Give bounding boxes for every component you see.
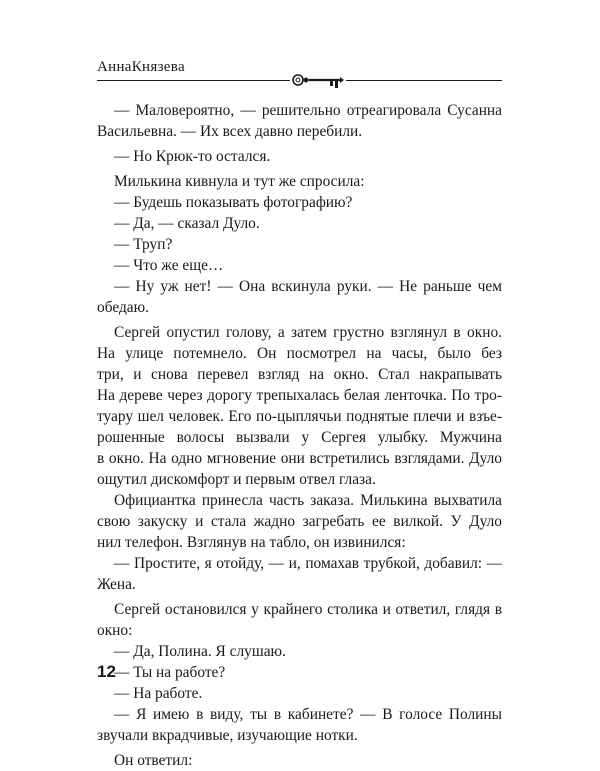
text-line: — Но Крюк-то остался. xyxy=(114,148,271,165)
text-line: рошенные волосы вызвали у Сергея улыбку. Мужчина xyxy=(97,429,502,446)
running-head-author: АннаКнязева xyxy=(97,59,185,75)
text-line: Милькина кивнула и тут же спросила: xyxy=(114,173,365,190)
text-line: — Да, — сказал Дуло. xyxy=(114,215,260,232)
text-line: окно: xyxy=(97,622,133,639)
text-line: — На работе. xyxy=(114,685,203,702)
text-line: Сергей остановился у крайнего столика и ответил, глядя в xyxy=(114,601,502,618)
text-line: Он ответил: xyxy=(114,752,193,769)
text-line: — Будешь показывать фотографию? xyxy=(114,194,353,211)
text-line: — Маловероятно, — решительно отреагировала Сусанна xyxy=(114,102,502,119)
page-number: 12 xyxy=(97,662,116,681)
text-line: — Я имею в виду, ты в кабинете? — В голосе Полины xyxy=(114,706,502,723)
body-text xyxy=(97,100,502,771)
text-line: Сергей опустил голову, а затем грустно взглянул в окно. xyxy=(114,324,502,341)
text-line: — Ты на работе? xyxy=(114,664,226,681)
text-line: ощутил дискомфорт и первым отвел глаза. xyxy=(97,471,376,488)
text-line: звучали вкрадчивые, изучающие нотки. xyxy=(97,727,358,744)
text-line: Васильевна. — Их всех давно перебили. xyxy=(97,123,363,140)
text-line: — Простите, я отойду, — и, помахав трубкой, добавил: — xyxy=(114,555,502,572)
text-line: Официантка принесла часть заказа. Милькина выхватила xyxy=(114,492,502,509)
text-line: свою закуску и стала жадно загребать ее вилкой. У Дуло xyxy=(97,513,502,530)
text-line: — Ну уж нет! — Она вскинула руки. — Не раньше чем xyxy=(114,278,502,295)
key-ornament-icon xyxy=(290,68,346,92)
text-line: нил телефон. Взглянув на табло, он извинился: xyxy=(97,534,406,551)
text-line: На дереве через дорогу трепыхалась белая ленточка. По тро- xyxy=(97,387,502,404)
text-line: в окно. На одно мгновение они встретились взглядами. Дуло xyxy=(97,450,502,467)
text-line: Жена. xyxy=(97,576,136,593)
text-line: — Да, Полина. Я слушаю. xyxy=(114,643,286,660)
text-line: — Труп? xyxy=(114,236,173,253)
text-line: три, и снова перевел взгляд на окно. Стал накрапывать xyxy=(97,366,502,383)
text-line: обедаю. xyxy=(97,299,149,316)
text-line: — Что же еще… xyxy=(114,257,224,274)
text-line: туару шел человек. Его по-цыплячьи поднятые плечи и взъе- xyxy=(97,408,502,425)
text-line: На улице потемнело. Он посмотрел на часы, было без xyxy=(97,345,502,362)
